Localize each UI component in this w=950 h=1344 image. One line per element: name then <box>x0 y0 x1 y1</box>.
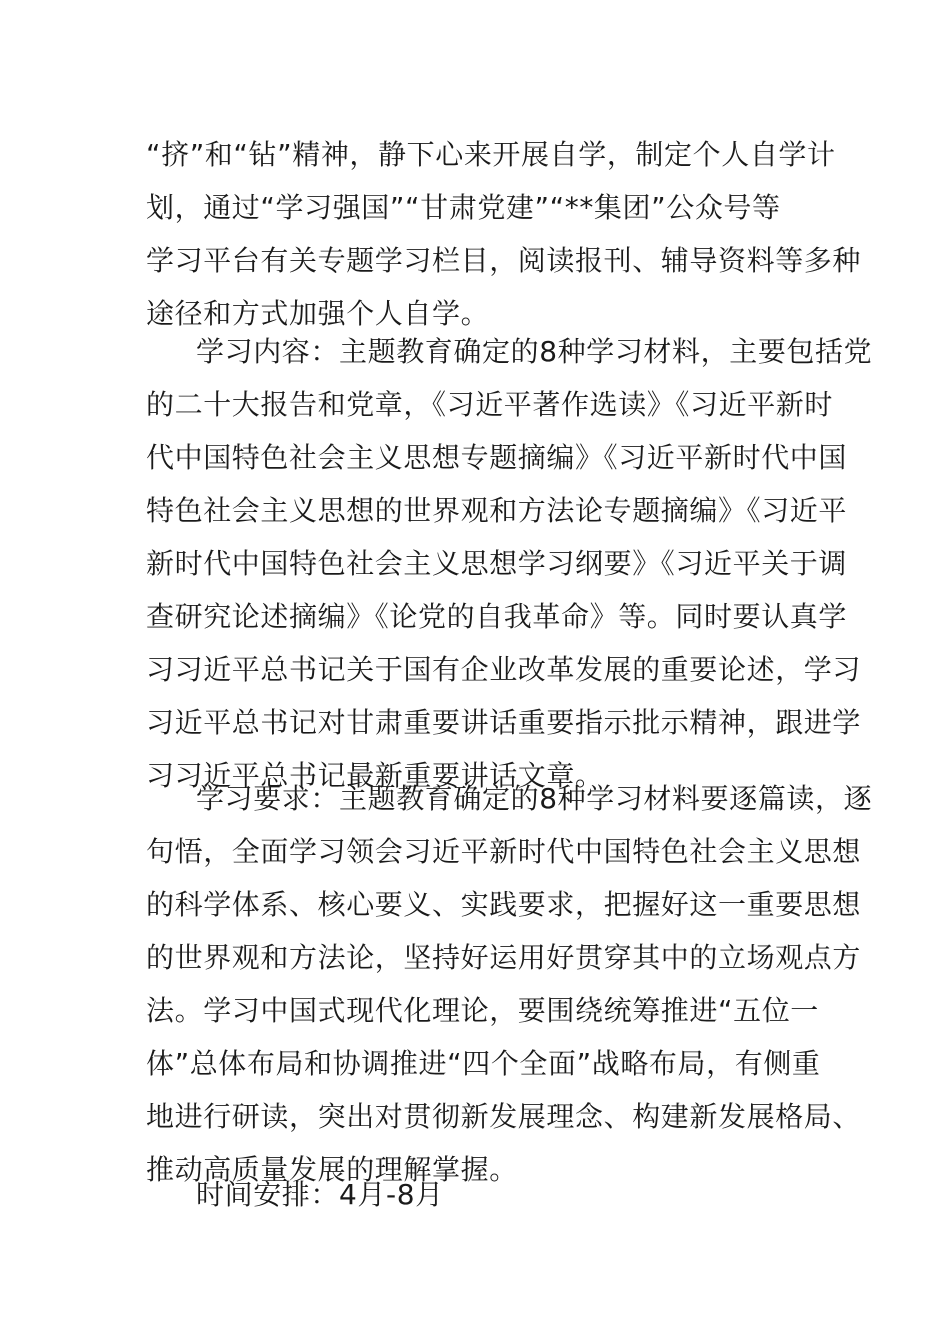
text-line: 的科学体系、核心要义、实践要求，把握好这一重要思想 <box>146 888 862 921</box>
text-line: 学习要求：主题教育确定的8种学习材料要逐篇读，逐 <box>196 782 873 815</box>
paragraph-schedule <box>146 1168 806 1221</box>
text-line: “挤”和“钻”精神，静下心来开展自学，制定个人自学计 <box>146 138 836 171</box>
text-line: 法。学习中国式现代化理论，要围绕统筹推进“五位一 <box>146 994 819 1027</box>
text-line: 时间安排：4月-8月 <box>196 1178 444 1211</box>
text-line: 体”总体布局和协调推进“四个全面”战略布局，有侧重 <box>146 1047 821 1080</box>
text-line: 习习近平总书记关于国有企业改革发展的重要论述，学习 <box>146 653 862 686</box>
text-line: 的二十大报告和党章，《习近平著作选读》《习近平新时 <box>146 388 834 421</box>
text-line: 特色社会主义思想的世界观和方法论专题摘编》《习近平 <box>146 494 848 527</box>
text-line: 学习内容：主题教育确定的8种学习材料，主要包括党 <box>196 335 873 368</box>
text-line: 地进行研读，突出对贯彻新发展理念、构建新发展格局、 <box>146 1100 862 1133</box>
text-line: 的世界观和方法论，坚持好运用好贯穿其中的立场观点方 <box>146 941 862 974</box>
text-line: 途径和方式加强个人自学。 <box>146 297 490 330</box>
text-line: 代中国特色社会主义思想专题摘编》《习近平新时代中国 <box>146 441 848 474</box>
text-line: 新时代中国特色社会主义思想学习纲要》《习近平关于调 <box>146 547 848 580</box>
paragraph-study-content <box>146 325 873 802</box>
text-line: 学习平台有关专题学习栏目，阅读报刊、辅导资料等多种 <box>146 244 862 277</box>
text-line: 查研究论述摘编》《论党的自我革命》等。同时要认真学 <box>146 600 848 633</box>
text-line: 习近平总书记对甘肃重要讲话重要指示批示精神，跟进学 <box>146 706 862 739</box>
paragraph-study-requirements <box>146 772 873 1196</box>
text-line: 推动高质量发展的理解掌握。 <box>146 1153 518 1186</box>
paragraph-self-study <box>146 128 862 340</box>
text-line: 句悟，全面学习领会习近平新时代中国特色社会主义思想 <box>146 835 862 868</box>
text-line: 划，通过“学习强国”“甘肃党建”“**集团”公众号等 <box>146 191 781 224</box>
text-line: 习习近平总书记最新重要讲话文章。 <box>146 759 604 792</box>
